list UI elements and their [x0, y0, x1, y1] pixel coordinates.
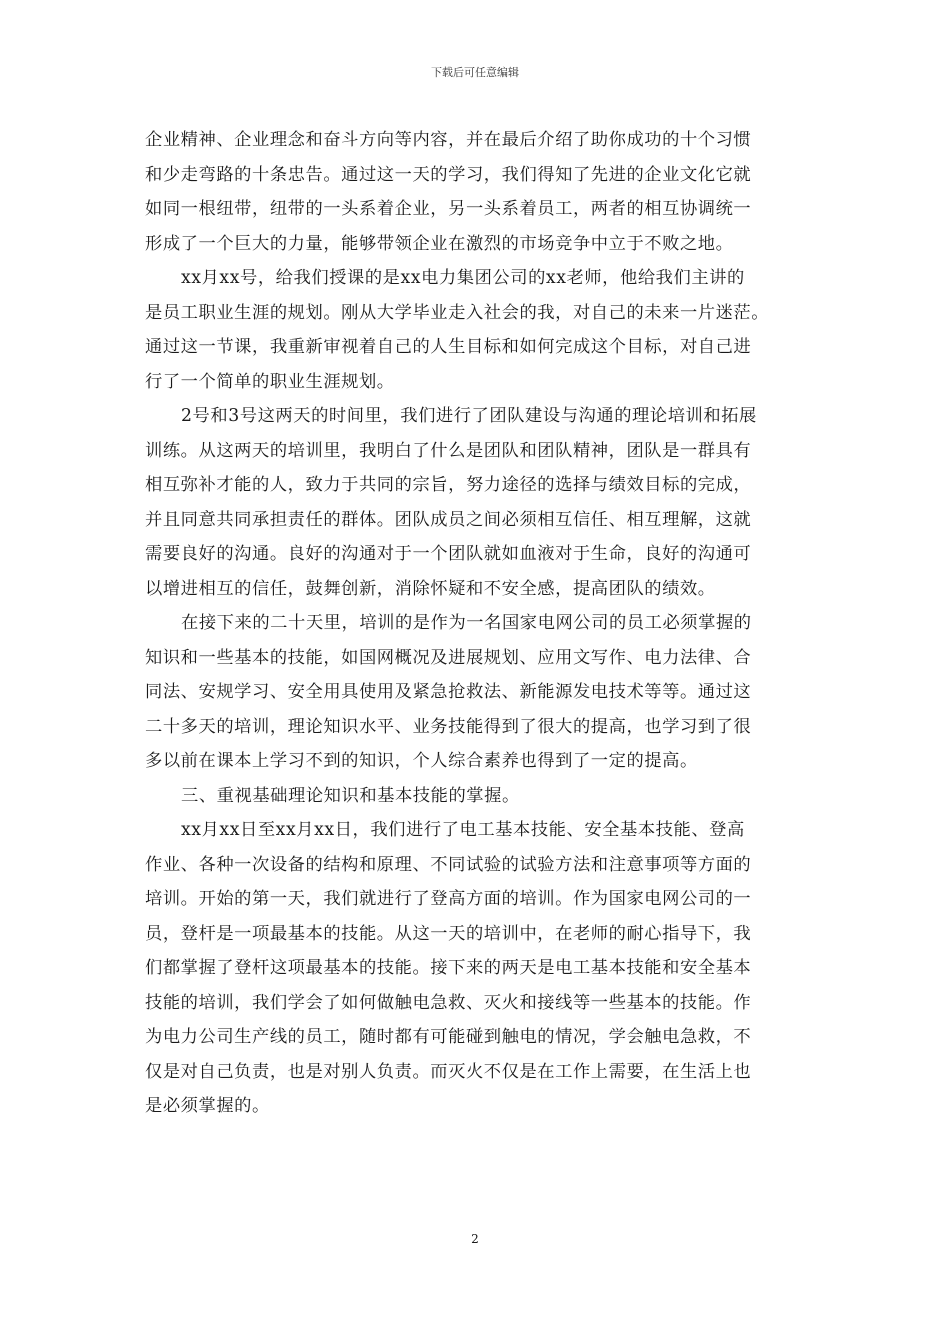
paragraph [145, 606, 810, 779]
paragraph [145, 813, 810, 1124]
paragraph-line: 行了一个简单的职业生涯规划。 [145, 371, 395, 392]
document-body [145, 123, 810, 1124]
paragraph-line: 仅是对自己负责，也是对别人负责。而灭火不仅是在工作上需要，在生活上也 [145, 1061, 752, 1082]
paragraph-line: 如同一根纽带，纽带的一头系着企业，另一头系着员工，两者的相互协调统一 [145, 199, 752, 219]
paragraph-line: 训练。从这两天的培训里，我明白了什么是团队和团队精神，团队是一群具有 [145, 440, 752, 461]
paragraph-line: 为电力公司生产线的员工，随时都有可能碰到触电的情况，学会触电急救，不 [145, 1027, 752, 1047]
paragraph [145, 261, 810, 399]
paragraph-line: xx月xx日至xx月xx日，我们进行了电工基本技能、安全基本技能、登高 [181, 820, 745, 840]
paragraph-line: 企业精神、企业理念和奋斗方向等内容，并在最后介绍了助你成功的十个习惯 [145, 130, 752, 150]
paragraph [145, 779, 810, 814]
paragraph-line: 二十多天的培训，理论知识水平、业务技能得到了很大的提高，也学习到了很 [145, 716, 752, 737]
paragraph-line: 知识和一些基本的技能，如国网概况及进展规划、应用文写作、电力法律、合 [145, 647, 752, 668]
paragraph [145, 399, 810, 606]
paragraph-line: 们都掌握了登杆这项最基本的技能。接下来的两天是电工基本技能和安全基本 [145, 958, 752, 978]
paragraph-line: 多以前在课本上学习不到的知识，个人综合素养也得到了一定的提高。 [145, 751, 698, 771]
paragraph-line: 作业、各种一次设备的结构和原理、不同试验的试验方法和注意事项等方面的 [145, 854, 752, 875]
paragraph-line: 三、重视基础理论知识和基本技能的掌握。 [181, 785, 520, 806]
paragraph-line: 在接下来的二十天里，培训的是作为一名国家电网公司的员工必须掌握的 [181, 613, 752, 633]
paragraph-line: 是必须掌握的。 [145, 1096, 270, 1116]
paragraph-line: 需要良好的沟通。良好的沟通对于一个团队就如血液对于生命，良好的沟通可 [145, 544, 752, 564]
paragraph-line: 培训。开始的第一天，我们就进行了登高方面的培训。作为国家电网公司的一 [145, 889, 752, 909]
paragraph-line: 技能的培训，我们学会了如何做触电急救、灭火和接线等一些基本的技能。作 [145, 992, 752, 1013]
page-header: 下载后可任意编辑 [431, 66, 519, 79]
paragraph [145, 123, 810, 261]
paragraph-line: 形成了一个巨大的力量，能够带领企业在激烈的市场竞争中立于不败之地。 [145, 233, 734, 254]
paragraph-line: 通过这一节课，我重新审视着自己的人生目标和如何完成这个目标，对自己进 [145, 337, 752, 357]
paragraph-line: 和少走弯路的十条忠告。通过这一天的学习，我们得知了先进的企业文化它就 [145, 164, 752, 185]
paragraph-line: 2号和3号这两天的时间里，我们进行了团队建设与沟通的理论培训和拓展 [181, 406, 757, 426]
paragraph-line: 以增进相互的信任，鼓舞创新，消除怀疑和不安全感，提高团队的绩效。 [145, 578, 716, 599]
paragraph-line: 同法、安规学习、安全用具使用及紧急抢救法、新能源发电技术等等。通过这 [145, 682, 752, 702]
paragraph-line: 相互弥补才能的人，致力于共同的宗旨，努力途径的选择与绩效目标的完成， [145, 475, 752, 495]
paragraph-line: xx月xx号，给我们授课的是xx电力集团公司的xx老师，他给我们主讲的 [181, 268, 745, 288]
paragraph-line: 员，登杆是一项最基本的技能。从这一天的培训中，在老师的耐心指导下，我 [145, 923, 752, 944]
paragraph-line: 是员工职业生涯的规划。刚从大学毕业走入社会的我，对自己的未来一片迷茫。 [145, 302, 770, 323]
page-number: 2 [471, 1232, 479, 1246]
paragraph-line: 并且同意共同承担责任的群体。团队成员之间必须相互信任、相互理解，这就 [145, 509, 752, 530]
